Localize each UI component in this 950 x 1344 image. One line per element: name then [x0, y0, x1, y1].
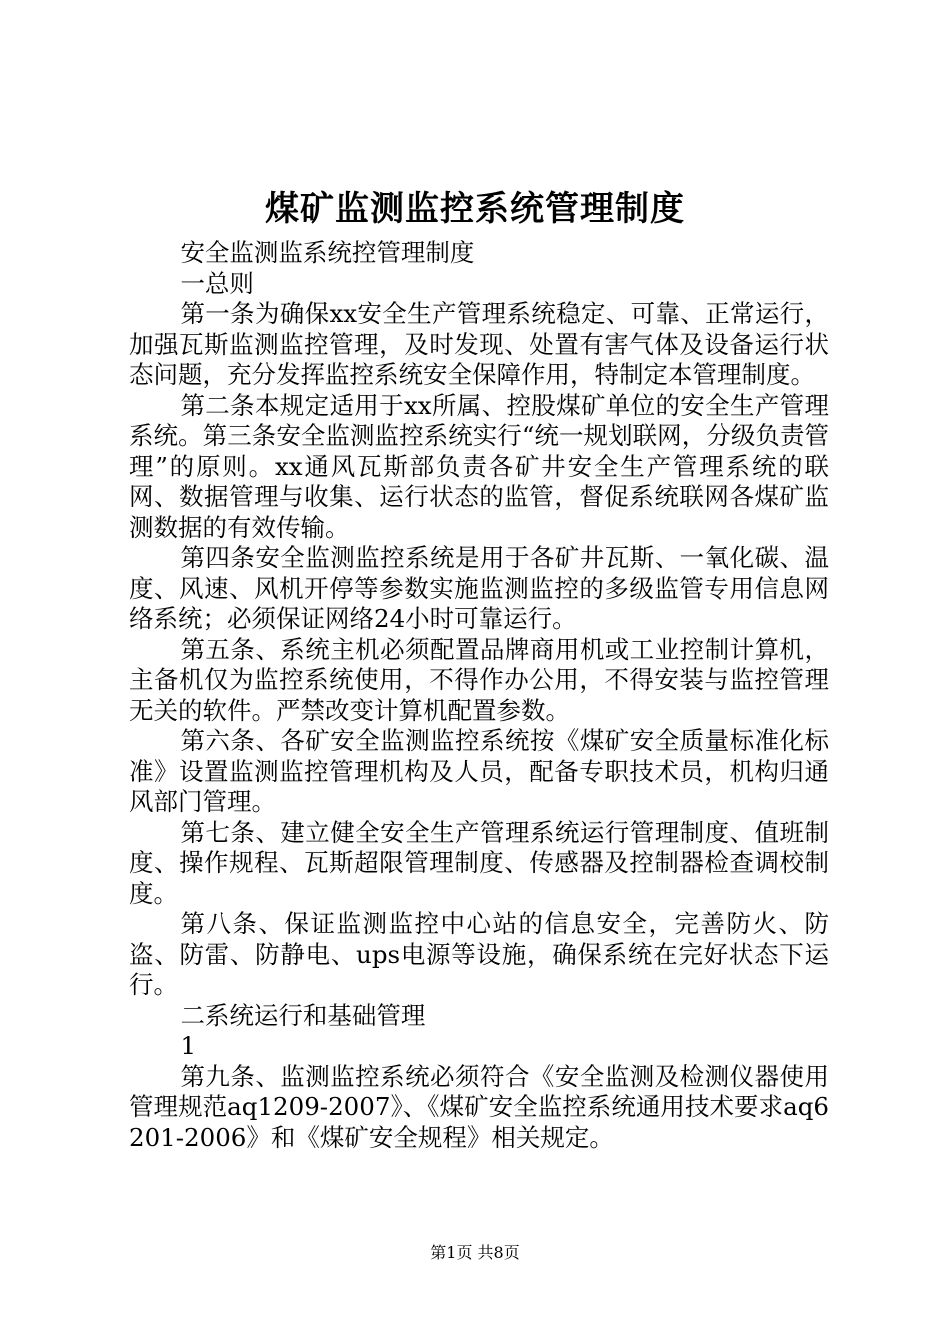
paragraph-article-9: 第九条、监测监控系统必须符合《安全监测及检测仪器使用管理规范aq1209-2007》、《煤矿安全监控系统通用技术要求aq6201-2006》和《煤矿安全规程》相关规定。	[129, 1061, 829, 1152]
document-title: 煤矿监测监控系统管理制度	[265, 189, 685, 229]
paragraph-number: 1	[180, 1031, 197, 1060]
paragraph-article-8: 第八条、保证监测监控中心站的信息安全，完善防火、防盗、防雷、防静电、ups电源等设施，确保系统在完好状态下运行。	[129, 909, 829, 999]
paragraph-article-4: 第四条安全监测监控系统是用于各矿井瓦斯、一氧化碳、温度、风速、风机开停等参数实施监测监控的多级监管专用信息网络系统；必须保证网络24小时可靠运行。	[129, 543, 829, 633]
paragraph-subtitle: 安全监测监系统控管理制度	[180, 238, 475, 267]
paragraph-section-operation: 二系统运行和基础管理	[180, 1000, 426, 1030]
document-body	[129, 238, 829, 1153]
paragraph-article-6: 第六条、各矿安全监测监控系统按《煤矿安全质量标准化标准》设置监测监控管理机构及人员，配备专职技术员，机构归通风部门管理。	[129, 726, 829, 816]
paragraph-article-5: 第五条、系统主机必须配置品牌商用机或工业控制计算机，主备机仅为监控系统使用，不得作办公用，不得安装与监控管理无关的软件。严禁改变计算机配置参数。	[129, 634, 829, 725]
paragraph-section-general: 一总则	[180, 268, 254, 298]
paragraph-article-2-3: 第二条本规定适用于xx所属、控股煤矿单位的安全生产管理系统。第三条安全监测监控系统实行“统一规划联网，分级负责管理”的原则。xx通风瓦斯部负责各矿井安全生产管理系统的联网、数据管理与收集、运行状态的监管，督促系统联网各煤矿监测数据的有效传输。	[129, 390, 829, 542]
page-footer: 第1页 共8页	[430, 1243, 520, 1262]
paragraph-article-1: 第一条为确保xx安全生产管理系统稳定、可靠、正常运行，加强瓦斯监测监控管理，及时发现、处置有害气体及设备运行状态问题，充分发挥监控系统安全保障作用，特制定本管理制度。	[129, 299, 829, 389]
paragraph-article-7: 第七条、建立健全安全生产管理系统运行管理制度、值班制度、操作规程、瓦斯超限管理制度、传感器及控制器检查调校制度。	[129, 817, 829, 908]
